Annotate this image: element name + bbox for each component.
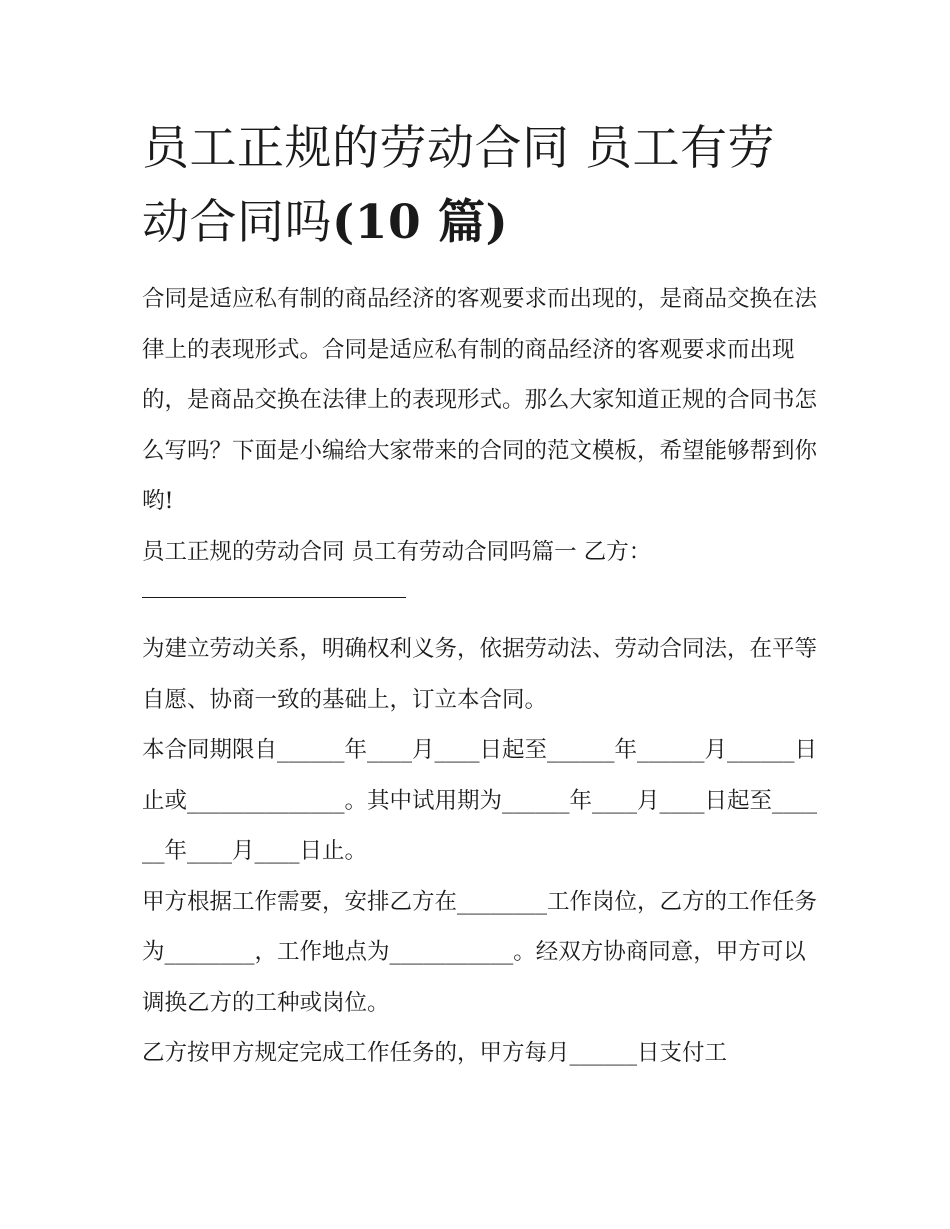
title-suffix: (10 篇) [332,195,509,250]
intro-paragraph: 合同是适应私有制的商品经济的客观要求而出现的，是商品交换在法律上的表现形式。合同是适应私有制的商品经济的客观要求而出现的，是商品交换在法律上的表现形式。那么大家知道正规的合同书怎么写吗？下面是小编给大家带来的合同的范文模板，希望能够帮到你哟! [142,286,818,514]
payment-paragraph: 乙方按甲方规定完成工作任务的，甲方每月______日支付工 [142,1040,728,1066]
job-assignment-paragraph: 甲方根据工作需要，安排乙方在________工作岗位，乙方的工作任务为________，工作地点为___________。经双方协商同意，甲方可以调换乙方的工种或岗位。 [142,888,818,1016]
document-title [142,112,822,260]
party-b-blank-line [142,597,406,598]
title-main: 员工正规的劳动合同 员工有劳动合同吗 [142,121,775,250]
document-body [142,112,822,1079]
contract-term-paragraph: 本合同期限自______年____月____日起至______年______月______日止或______________。其中试用期为______年____月____日起至______年____月____日止。 [142,737,818,864]
section-heading: 员工正规的劳动合同 员工有劳动合同吗篇一 乙方： [142,538,652,565]
purpose-paragraph: 为建立劳动关系，明确权利义务，依据劳动法、劳动合同法，在平等自愿、协商一致的基础上，订立本合同。 [142,636,818,713]
